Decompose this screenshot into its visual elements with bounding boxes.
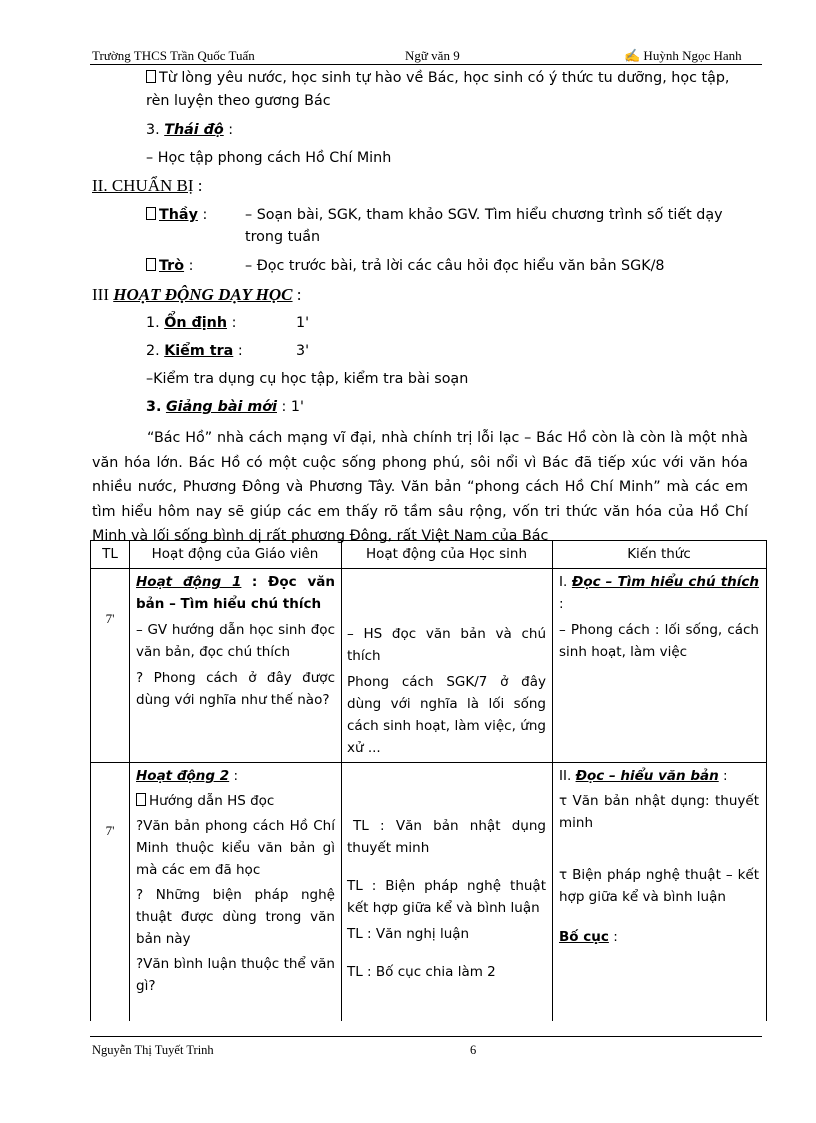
row1-teacher-title: [136, 571, 335, 615]
attitude-colon: :: [228, 122, 234, 138]
body-line-2: rèn luyện theo gương Bác: [146, 93, 331, 109]
row2-teacher-title: [136, 765, 335, 787]
section-3-colon: :: [296, 285, 302, 304]
step-2-colon: :: [237, 343, 243, 359]
col-divider: [341, 541, 342, 1021]
step-2-num: 2.: [146, 343, 160, 359]
student-text: – Đọc trước bài, trả lời các câu hỏi đọc hiểu văn bản SGK/8: [245, 258, 665, 274]
step-3-num: 3.: [146, 399, 162, 415]
row2-time: 7': [105, 823, 115, 838]
row2-student-p4: TL : Bố cục chia làm 2: [347, 964, 496, 980]
row2-knowledge-colon: :: [723, 768, 728, 784]
row1-knowledge-title: [559, 571, 759, 615]
attitude-heading: [146, 122, 233, 138]
checkbox-icon: [146, 70, 156, 83]
row2-knowledge-structure: Bố cục: [559, 929, 609, 945]
attitude-title: Thái độ: [164, 122, 224, 138]
attitude-num: 3.: [146, 122, 160, 138]
row-divider: [91, 762, 766, 763]
body-line-1-text: Từ lòng yêu nước, học sinh tự hào về Bác, học sinh có ý thức tu dưỡng, học tập,: [159, 70, 730, 86]
step-3: [146, 399, 304, 415]
row1-teacher-cell: [136, 571, 335, 711]
section-2-heading: [92, 176, 203, 196]
col-header-knowledge: Kiến thức: [627, 546, 691, 562]
row1-teacher-p2: ? Phong cách ở đây được dùng với nghĩa như thế nào?: [136, 670, 335, 708]
checkbox-icon: [146, 258, 156, 271]
step-3-title: Giảng bài mới: [165, 399, 277, 415]
teacher-text-2: trong tuần: [245, 229, 321, 245]
step-1-time: 1': [296, 315, 310, 331]
row2-teacher-p2: ?Văn bản phong cách Hồ Chí Minh thuộc kiểu văn bản gì mà các em đã học: [136, 818, 335, 878]
row2-student-cell: [347, 815, 546, 983]
section-3-heading: [92, 285, 302, 305]
footer-name: Nguyễn Thị Tuyết Trinh: [92, 1043, 214, 1057]
step-2-title: Kiểm tra: [164, 343, 234, 359]
row2-knowledge-num: II.: [559, 768, 572, 784]
row1-knowledge-num: I.: [559, 574, 568, 590]
teacher-label: Thầy: [159, 207, 198, 223]
row2-knowledge-title: [559, 765, 759, 787]
step-1-num: 1.: [146, 315, 160, 331]
row2-knowledge-p2: τ Biện pháp nghệ thuật – kết hợp giữa kể và bình luận: [559, 867, 759, 905]
row-divider: [91, 568, 766, 569]
row1-student-cell: [347, 623, 546, 759]
row2-teacher-p1-text: Hướng dẫn HS đọc: [149, 793, 275, 809]
col-divider: [552, 541, 553, 1021]
section-2-title: II. CHUẨN BỊ: [92, 176, 194, 195]
row2-student-p1: TL : Văn bản nhật dụng thuyết minh: [347, 818, 546, 856]
page-number: 6: [470, 1043, 477, 1057]
section-3-title: HOẠT ĐỘNG DẠY HỌC: [113, 285, 293, 304]
row2-knowledge-structure-colon: :: [613, 929, 618, 945]
row2-teacher-title-label: Hoạt động 2: [136, 768, 230, 784]
student-colon: :: [188, 258, 194, 274]
row1-teacher-title-rest: : Đọc văn bản – Tìm hiểu chú thích: [136, 574, 335, 612]
header-subject: Ngữ văn 9: [405, 48, 460, 63]
col-header-student: Hoạt động của Học sinh: [365, 546, 528, 562]
step-3-colon: :: [281, 399, 287, 415]
row1-knowledge-title-text: Đọc – Tìm hiểu chú thích: [571, 574, 760, 590]
header-rule: [90, 64, 762, 65]
row2-teacher-p4: ?Văn bình luận thuộc thể văn gì?: [136, 956, 335, 994]
step-2: [146, 343, 243, 359]
step-1-title: Ổn định: [164, 315, 228, 331]
row2-knowledge-title-text: Đọc – hiểu văn bản: [575, 768, 719, 784]
header-school: Trường THCS Trần Quốc Tuấn: [92, 48, 255, 63]
body-line-1: [146, 70, 729, 86]
row1-teacher-p1: – GV hướng dẫn học sinh đọc văn bản, đọc chú thích: [136, 622, 335, 660]
section-3-prefix: III: [92, 285, 109, 304]
col-divider: [129, 541, 130, 1021]
row2-teacher-colon: :: [233, 768, 239, 784]
teacher-line: [146, 207, 207, 223]
col-header-tl: TL: [102, 546, 118, 562]
row2-knowledge-p1: τ Văn bản nhật dụng: thuyết minh: [559, 793, 759, 831]
step-2-time: 3': [296, 343, 310, 359]
section-2-colon: :: [197, 176, 203, 195]
row1-knowledge-cell: [559, 571, 759, 663]
header-author: ✍ Huỳnh Ngọc Hanh: [624, 48, 742, 63]
row2-teacher-p3: ? Những biện pháp nghệ thuật được dùng trong văn bản này: [136, 887, 335, 947]
teacher-colon: :: [202, 207, 208, 223]
row2-teacher-p1: [136, 790, 335, 812]
student-line: [146, 258, 193, 274]
footer-rule: [90, 1036, 762, 1037]
row2-teacher-cell: [136, 765, 335, 997]
student-label: Trò: [159, 258, 185, 274]
lesson-table: [90, 540, 767, 1021]
checkbox-icon: [136, 793, 146, 806]
checkbox-icon: [146, 207, 156, 220]
row2-knowledge-p3: [559, 926, 759, 948]
row1-knowledge-p1: – Phong cách : lối sống, cách sinh hoạt, làm việc: [559, 622, 759, 660]
step-3-time: 1': [290, 399, 304, 415]
step-1-colon: :: [231, 315, 237, 331]
row2-student-p3: TL : Văn nghị luận: [347, 926, 470, 942]
intro-paragraph: “Bác Hồ” nhà cách mạng vĩ đại, nhà chính trị lỗi lạc – Bác Hồ còn là còn là một nhà văn hóa lớn. Bác Hồ có một cuộc sống phong phú, sôi nổi vì Bác đã tiếp xúc với văn hóa nhiều nước, Phương Đông và Phương Tây. Văn bản “phong cách Hồ Chí Minh” mà các em tìm hiểu hôm nay sẽ giúp các em thấy rõ tầm sâu rộng, vốn tri thức văn hóa của Hồ Chí Minh và lối sống bình dị rất phương Đông, rất Việt Nam của Bác: [92, 430, 748, 544]
row1-student-p2: Phong cách SGK/7 ở đây dùng với nghĩa là lối sống cách sinh hoạt, làm việc, ứng xử ...: [347, 674, 546, 756]
step-2-text: –Kiểm tra dụng cụ học tập, kiểm tra bài soạn: [146, 371, 469, 387]
row1-teacher-title-label: Hoạt động 1: [136, 574, 242, 590]
attitude-text: – Học tập phong cách Hồ Chí Minh: [146, 150, 392, 166]
step-1: [146, 315, 236, 331]
col-header-teacher: Hoạt động của Giáo viên: [151, 546, 319, 562]
row1-knowledge-colon: :: [559, 596, 564, 612]
teacher-text-1: – Soạn bài, SGK, tham khảo SGV. Tìm hiểu chương trình số tiết dạy: [245, 207, 723, 223]
row1-student-p1: – HS đọc văn bản và chú thích: [347, 626, 546, 664]
row1-time: 7': [105, 611, 115, 626]
row2-knowledge-cell: [559, 765, 759, 948]
row2-student-p2: TL : Biện pháp nghệ thuật kết hợp giữa kể và bình luận: [347, 878, 546, 916]
